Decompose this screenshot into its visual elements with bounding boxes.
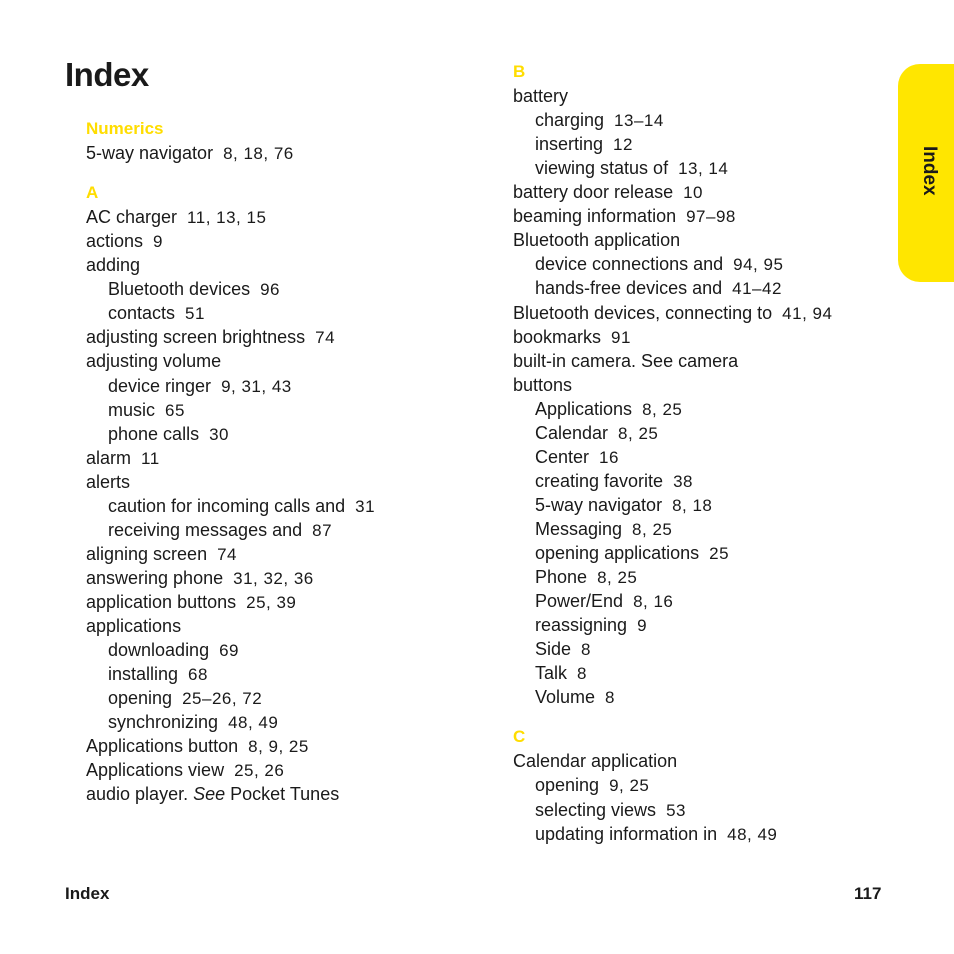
page-references: 16 bbox=[599, 447, 619, 467]
index-term: aligning screen bbox=[86, 543, 208, 564]
index-term: synchronizing bbox=[108, 712, 219, 733]
index-subentry bbox=[108, 687, 262, 710]
index-term: application buttons bbox=[86, 591, 237, 612]
page-number: 117 bbox=[854, 884, 882, 903]
index-term: opening bbox=[535, 775, 600, 796]
page-references: 13, 14 bbox=[678, 159, 729, 179]
index-entry bbox=[86, 543, 237, 566]
page-references: 87 bbox=[312, 520, 333, 540]
index-term: inserting bbox=[535, 134, 604, 155]
index-term: alarm bbox=[86, 447, 132, 468]
index-term: music bbox=[108, 399, 156, 420]
index-subentry bbox=[535, 422, 658, 445]
index-subentry bbox=[108, 639, 239, 662]
index-subentry bbox=[535, 799, 686, 822]
index-term: Center bbox=[535, 446, 590, 467]
page-references: 8 bbox=[581, 640, 591, 660]
page-references: 8 bbox=[605, 688, 616, 708]
index-entry bbox=[513, 229, 680, 251]
index-entry bbox=[86, 591, 296, 614]
index-subentry bbox=[108, 399, 185, 422]
index-term: viewing status of bbox=[535, 158, 669, 179]
index-term: reassigning bbox=[535, 615, 628, 636]
page-references: 12 bbox=[613, 135, 633, 155]
index-entry bbox=[86, 254, 140, 276]
index-entry bbox=[513, 326, 631, 349]
page-references: 8, 18, 76 bbox=[223, 144, 294, 164]
index-term: Applications view bbox=[86, 760, 225, 781]
page-references: 68 bbox=[188, 665, 208, 685]
index-term: contacts bbox=[108, 303, 176, 324]
index-term: updating information in bbox=[535, 823, 718, 844]
index-term: actions bbox=[86, 231, 144, 252]
index-subentry bbox=[535, 686, 615, 709]
index-term: caution for incoming calls and bbox=[108, 495, 346, 516]
page-references: 11, 13, 15 bbox=[187, 208, 267, 228]
index-term: audio player. bbox=[86, 784, 189, 805]
index-entry bbox=[86, 447, 160, 470]
index-subentry bbox=[535, 823, 777, 846]
page-references: 8, 25 bbox=[642, 399, 683, 419]
index-term: selecting views bbox=[535, 799, 657, 820]
page-references: 8, 16 bbox=[633, 592, 674, 612]
index-letter-heading: Numerics bbox=[86, 119, 164, 138]
index-subentry bbox=[535, 446, 619, 469]
index-term: built-in camera. See camera bbox=[513, 350, 739, 371]
index-term: beaming information bbox=[513, 206, 677, 227]
index-subentry bbox=[108, 302, 205, 325]
index-term: creating favorite bbox=[535, 470, 664, 491]
index-term: Calendar bbox=[535, 422, 609, 443]
page-references: 9 bbox=[153, 232, 164, 252]
index-entry bbox=[513, 181, 703, 204]
index-subentry bbox=[108, 278, 280, 301]
index-subentry bbox=[535, 566, 637, 589]
index-entry bbox=[513, 85, 568, 107]
index-subentry bbox=[535, 398, 682, 421]
see-reference-target: Pocket Tunes bbox=[230, 784, 340, 805]
page-references: 30 bbox=[209, 424, 229, 444]
page-references: 38 bbox=[673, 471, 693, 491]
index-subentry bbox=[108, 423, 229, 446]
index-letter-heading: C bbox=[513, 727, 526, 747]
index-term: Phone bbox=[535, 567, 588, 588]
index-term: hands-free devices and bbox=[535, 278, 723, 299]
page-references: 8, 9, 25 bbox=[248, 737, 309, 757]
index-subentry bbox=[108, 519, 332, 542]
index-term: Applications button bbox=[86, 736, 239, 757]
page-references: 25, 26 bbox=[234, 761, 285, 781]
index-term: Volume bbox=[535, 687, 596, 708]
page-references: 48, 49 bbox=[727, 824, 778, 844]
page-references: 8 bbox=[577, 664, 587, 684]
index-term: opening bbox=[108, 688, 173, 709]
index-entry bbox=[86, 326, 335, 349]
page-references: 51 bbox=[185, 304, 205, 324]
index-subentry bbox=[535, 494, 712, 517]
index-term: AC charger bbox=[86, 207, 178, 228]
page-references: 8, 25 bbox=[597, 568, 638, 588]
page-references: 9 bbox=[637, 616, 648, 636]
page-references: 25, 39 bbox=[246, 592, 297, 612]
index-entry bbox=[86, 783, 339, 805]
index-term: Talk bbox=[535, 663, 568, 684]
page-references: 74 bbox=[315, 328, 336, 348]
page-references: 10 bbox=[683, 183, 704, 203]
index-term: Power/End bbox=[535, 591, 624, 612]
page-references: 97–98 bbox=[686, 207, 736, 227]
index-term: phone calls bbox=[108, 423, 200, 444]
index-entry bbox=[513, 750, 677, 772]
index-subentry bbox=[535, 133, 633, 156]
index-subentry bbox=[108, 495, 375, 518]
index-term: device ringer bbox=[108, 375, 212, 396]
index-entry bbox=[86, 230, 163, 253]
index-term: 5-way navigator bbox=[535, 494, 663, 515]
page-references: 48, 49 bbox=[228, 713, 279, 733]
see-reference-marker: See bbox=[193, 784, 226, 805]
index-term: Bluetooth devices, connecting to bbox=[513, 302, 773, 323]
index-entry bbox=[513, 205, 736, 228]
index-term: device connections and bbox=[535, 254, 724, 275]
index-term: 5-way navigator bbox=[86, 143, 214, 164]
page-references: 25 bbox=[709, 544, 730, 563]
page-references: 94, 95 bbox=[733, 255, 784, 275]
page-references: 31, 32, 36 bbox=[233, 568, 314, 588]
page-references: 96 bbox=[260, 280, 281, 300]
index-entry bbox=[513, 350, 738, 372]
index-subentry bbox=[535, 542, 729, 565]
index-subentry bbox=[535, 157, 728, 180]
index-term: receiving messages and bbox=[108, 519, 303, 540]
index-term: Side bbox=[535, 639, 572, 660]
index-term: buttons bbox=[513, 374, 573, 395]
page-references: 9, 25 bbox=[609, 776, 650, 796]
page-references: 8, 18 bbox=[672, 495, 713, 515]
index-entry bbox=[86, 471, 130, 493]
index-term: battery bbox=[513, 86, 569, 107]
index-term: answering phone bbox=[86, 567, 224, 588]
index-term: Bluetooth application bbox=[513, 230, 681, 251]
index-term: Messaging bbox=[535, 518, 623, 539]
page-references: 11 bbox=[141, 448, 160, 468]
index-term: downloading bbox=[108, 640, 210, 661]
index-term: applications bbox=[86, 616, 182, 636]
index-term: adding bbox=[86, 255, 141, 276]
index-subentry bbox=[535, 470, 693, 493]
page-references: 53 bbox=[666, 800, 686, 820]
index-term: adjusting screen brightness bbox=[86, 327, 306, 348]
index-subentry bbox=[535, 614, 647, 637]
index-term: charging bbox=[535, 110, 605, 131]
page-references: 41, 94 bbox=[782, 303, 833, 323]
index-entry bbox=[86, 735, 309, 758]
index-term: installing bbox=[108, 664, 179, 685]
page-references: 74 bbox=[217, 544, 237, 564]
index-term: Bluetooth devices bbox=[108, 279, 251, 300]
index-entry bbox=[513, 374, 572, 396]
footer-section-name: Index bbox=[65, 884, 110, 903]
page-references: 31 bbox=[355, 496, 376, 516]
index-term: battery door release bbox=[513, 182, 674, 203]
index-term: Calendar application bbox=[513, 751, 678, 772]
page-references: 41–42 bbox=[732, 279, 782, 299]
index-term: opening applications bbox=[535, 543, 700, 563]
index-entry bbox=[86, 567, 314, 590]
index-subentry bbox=[535, 253, 783, 276]
index-entry bbox=[86, 759, 284, 782]
index-subentry bbox=[535, 590, 673, 613]
index-subentry bbox=[535, 662, 587, 685]
index-subentry bbox=[535, 277, 782, 300]
page-title: Index bbox=[65, 56, 149, 93]
page-references: 69 bbox=[219, 641, 240, 661]
index-letter-heading: A bbox=[86, 183, 99, 203]
index-subentry bbox=[108, 711, 278, 734]
page-references: 9, 31, 43 bbox=[221, 376, 292, 396]
index-entry bbox=[513, 302, 832, 325]
page-references: 91 bbox=[611, 327, 631, 347]
index-subentry bbox=[108, 663, 208, 686]
index-entry bbox=[86, 142, 294, 165]
index-term: alerts bbox=[86, 471, 131, 492]
index-subentry bbox=[108, 375, 292, 398]
page-references: 13–14 bbox=[614, 111, 664, 131]
index-entry bbox=[86, 206, 266, 229]
page-references: 8, 25 bbox=[632, 519, 673, 539]
page-references: 65 bbox=[165, 400, 185, 420]
index-term: bookmarks bbox=[513, 326, 602, 347]
index-subentry bbox=[535, 518, 672, 541]
page-references: 25–26, 72 bbox=[182, 689, 263, 709]
index-subentry bbox=[535, 774, 649, 797]
index-entry bbox=[86, 350, 221, 372]
index-letter-heading: B bbox=[513, 62, 526, 81]
index-subentry bbox=[535, 109, 664, 132]
page-references: 8, 25 bbox=[618, 423, 659, 443]
index-term: Applications bbox=[535, 398, 633, 419]
index-entry bbox=[86, 615, 181, 637]
index-subentry bbox=[535, 638, 591, 661]
section-tab-label: Index bbox=[919, 146, 940, 196]
index-term: adjusting volume bbox=[86, 351, 222, 372]
